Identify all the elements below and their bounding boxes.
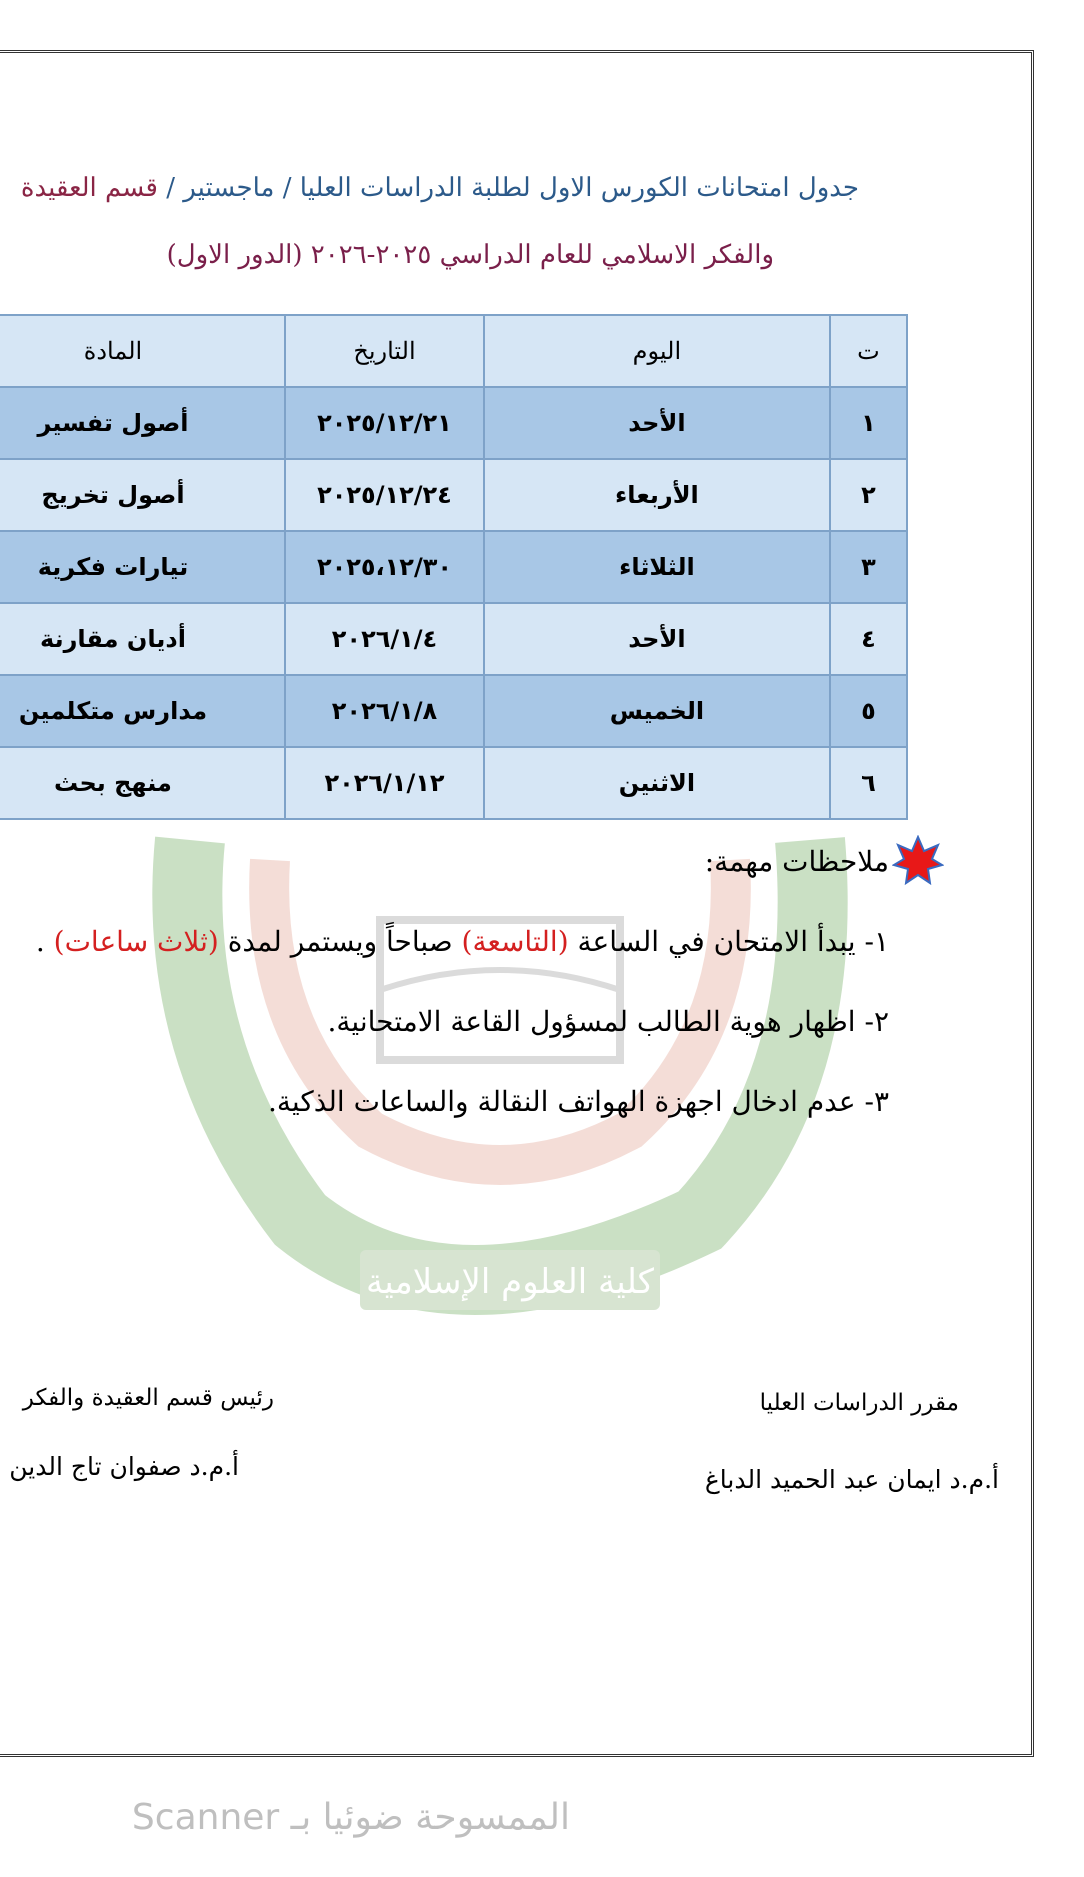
signature-left-title: مقرر الدراسات العليا xyxy=(759,1390,959,1416)
watermark-label: كلية العلوم الإسلامية xyxy=(366,1262,654,1302)
table-header-row xyxy=(0,315,907,387)
table-row xyxy=(0,675,907,747)
row-day: الأربعاء xyxy=(484,459,830,531)
table-row xyxy=(0,459,907,531)
note-1 xyxy=(36,925,889,958)
header-day: اليوم xyxy=(484,315,830,387)
row-date: ٢٠٢٥/١٢/٢٤ xyxy=(285,459,484,531)
header-date: التاريخ xyxy=(285,315,484,387)
signature-right-name: أ.م.د صفوان تاج الدين xyxy=(9,1452,239,1481)
signature-right-title: رئيس قسم العقيدة والفكر xyxy=(22,1385,274,1411)
row-subject: أديان مقارنة xyxy=(0,603,285,675)
row-subject: تيارات فكرية xyxy=(0,531,285,603)
title-line-1-blue: جدول امتحانات الكورس الاول لطلبة الدراسات العليا / ماجستير / xyxy=(157,173,859,203)
row-num: ٤ xyxy=(830,603,907,675)
signature-left-name: أ.م.د ايمان عبد الحميد الدباغ xyxy=(704,1465,999,1494)
header-num: ت xyxy=(830,315,907,387)
note-1-text-a: ١- يبدأ الامتحان في الساعة xyxy=(568,925,889,958)
row-subject: أصول تفسير xyxy=(0,387,285,459)
row-subject: منهج بحث xyxy=(0,747,285,819)
header-subject: المادة xyxy=(0,315,285,387)
table-row xyxy=(0,747,907,819)
title-line-1 xyxy=(0,173,859,203)
row-day: الثلاثاء xyxy=(484,531,830,603)
row-subject: مدارس متكلمين xyxy=(0,675,285,747)
row-day: الأحد xyxy=(484,387,830,459)
scanner-footer: الممسوحة ضوئيا بـ Scanner xyxy=(131,1797,570,1838)
notes-heading: ملاحظات مهمة: xyxy=(704,845,889,878)
row-date: ٢٠٢٦/١/١٢ xyxy=(285,747,484,819)
table-row xyxy=(0,387,907,459)
note-1-time: (التاسعة) xyxy=(461,925,569,958)
row-day: الاثنين xyxy=(484,747,830,819)
star-bullet-icon xyxy=(892,835,944,887)
row-subject: أصول تخريج xyxy=(0,459,285,531)
note-1-duration: (ثلاث ساعات) xyxy=(53,925,219,958)
row-day: الأحد xyxy=(484,603,830,675)
row-num: ٣ xyxy=(830,531,907,603)
row-num: ١ xyxy=(830,387,907,459)
row-day: الخميس xyxy=(484,675,830,747)
row-date: ٢٠٢٦/١/٤ xyxy=(285,603,484,675)
row-date: ٢٠٢٦/١/٨ xyxy=(285,675,484,747)
row-num: ٢ xyxy=(830,459,907,531)
note-1-text-b: صباحاً ويستمر لمدة xyxy=(218,925,462,958)
row-date: ٢٠٢٥،١٢/٣٠ xyxy=(285,531,484,603)
table-row xyxy=(0,603,907,675)
exam-schedule-table xyxy=(0,314,908,820)
note-1-text-c: . xyxy=(35,925,54,958)
row-num: ٥ xyxy=(830,675,907,747)
table-row xyxy=(0,531,907,603)
note-3: ٣- عدم ادخال اجهزة الهواتف النقالة والساعات الذكية. xyxy=(268,1085,889,1118)
college-seal-watermark xyxy=(150,800,850,1360)
title-line-2: والفكر الاسلامي للعام الدراسي ٢٠٢٥-٢٠٢٦ (الدور الاول) xyxy=(166,240,774,270)
note-2: ٢- اظهار هوية الطالب لمسؤول القاعة الامتحانية. xyxy=(327,1005,889,1038)
row-date: ٢٠٢٥/١٢/٢١ xyxy=(285,387,484,459)
title-line-1-red: قسم العقيدة xyxy=(20,173,158,203)
row-num: ٦ xyxy=(830,747,907,819)
